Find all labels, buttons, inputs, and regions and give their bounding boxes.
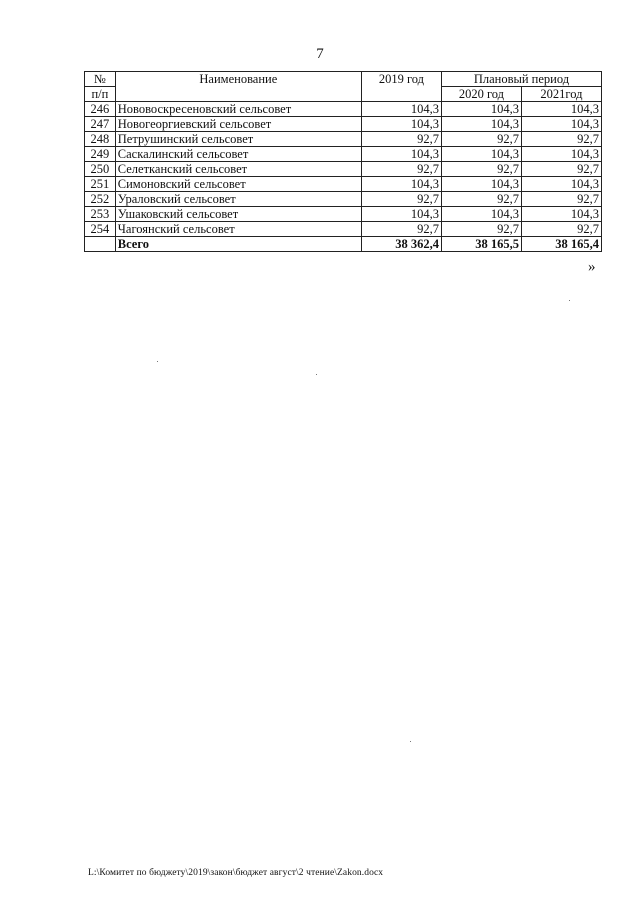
- row-name: Новогеоргиевский сельсовет: [115, 117, 361, 132]
- row-value-2019: 92,7: [361, 192, 441, 207]
- total-2019: 38 362,4: [361, 237, 441, 252]
- row-value-2021: 104,3: [521, 207, 601, 222]
- row-name: Чагоянский сельсовет: [115, 222, 361, 237]
- row-value-2020: 104,3: [441, 147, 521, 162]
- row-value-2021: 104,3: [521, 147, 601, 162]
- table-row: [85, 192, 602, 207]
- total-row: [85, 237, 602, 252]
- row-name: Симоновский сельсовет: [115, 177, 361, 192]
- row-number: 248: [85, 132, 116, 147]
- row-value-2021: 92,7: [521, 192, 601, 207]
- total-label: Всего: [115, 237, 361, 252]
- total-2020: 38 165,5: [441, 237, 521, 252]
- table-row: [85, 117, 602, 132]
- row-value-2019: 104,3: [361, 102, 441, 117]
- row-value-2020: 92,7: [441, 132, 521, 147]
- row-value-2019: 104,3: [361, 117, 441, 132]
- row-value-2020: 104,3: [441, 117, 521, 132]
- closing-quote: »: [588, 259, 596, 275]
- table-row: [85, 177, 602, 192]
- scan-speck: [410, 741, 411, 742]
- table-row: [85, 222, 602, 237]
- row-value-2021: 104,3: [521, 102, 601, 117]
- header-planned-period: Плановый период: [441, 72, 601, 87]
- row-number: 250: [85, 162, 116, 177]
- row-number: 251: [85, 177, 116, 192]
- table-row: [85, 132, 602, 147]
- table-row: [85, 147, 602, 162]
- row-number: 249: [85, 147, 116, 162]
- row-value-2019: 104,3: [361, 147, 441, 162]
- table-row: [85, 207, 602, 222]
- row-name: Селетканский сельсовет: [115, 162, 361, 177]
- row-value-2019: 104,3: [361, 177, 441, 192]
- table-row: [85, 162, 602, 177]
- row-name: Петрушинский сельсовет: [115, 132, 361, 147]
- row-name: Нововоскресеновский сельсовет: [115, 102, 361, 117]
- row-value-2020: 104,3: [441, 207, 521, 222]
- header-year-2019: 2019 год: [361, 72, 441, 102]
- row-number: 252: [85, 192, 116, 207]
- scan-speck: [157, 361, 158, 362]
- total-number-cell: [85, 237, 116, 252]
- page-number: 7: [316, 46, 324, 62]
- row-value-2020: 104,3: [441, 177, 521, 192]
- row-name: Саскалинский сельсовет: [115, 147, 361, 162]
- row-value-2019: 104,3: [361, 207, 441, 222]
- row-value-2021: 92,7: [521, 222, 601, 237]
- row-number: 253: [85, 207, 116, 222]
- header-row-top: [85, 72, 602, 87]
- scan-speck: [569, 300, 570, 301]
- row-value-2021: 92,7: [521, 162, 601, 177]
- header-number-sub: п/п: [85, 87, 116, 102]
- header-year-2021: 2021год: [521, 87, 601, 102]
- total-2021: 38 165,4: [521, 237, 601, 252]
- footer-file-path: L:\Комитет по бюджету\2019\закон\бюджет август\2 чтение\Zakon.docx: [88, 868, 384, 878]
- row-value-2020: 92,7: [441, 162, 521, 177]
- header-name: Наименование: [115, 72, 361, 102]
- budget-table: [84, 71, 602, 252]
- scan-speck: [316, 374, 317, 375]
- row-value-2019: 92,7: [361, 132, 441, 147]
- row-value-2020: 92,7: [441, 222, 521, 237]
- row-value-2020: 104,3: [441, 102, 521, 117]
- row-name: Ушаковский сельсовет: [115, 207, 361, 222]
- table-row: [85, 102, 602, 117]
- row-number: 254: [85, 222, 116, 237]
- row-number: 246: [85, 102, 116, 117]
- row-number: 247: [85, 117, 116, 132]
- header-number: №: [85, 72, 116, 87]
- row-value-2020: 92,7: [441, 192, 521, 207]
- header-year-2020: 2020 год: [441, 87, 521, 102]
- row-name: Ураловский сельсовет: [115, 192, 361, 207]
- row-value-2021: 104,3: [521, 177, 601, 192]
- row-value-2021: 92,7: [521, 132, 601, 147]
- row-value-2019: 92,7: [361, 222, 441, 237]
- row-value-2021: 104,3: [521, 117, 601, 132]
- row-value-2019: 92,7: [361, 162, 441, 177]
